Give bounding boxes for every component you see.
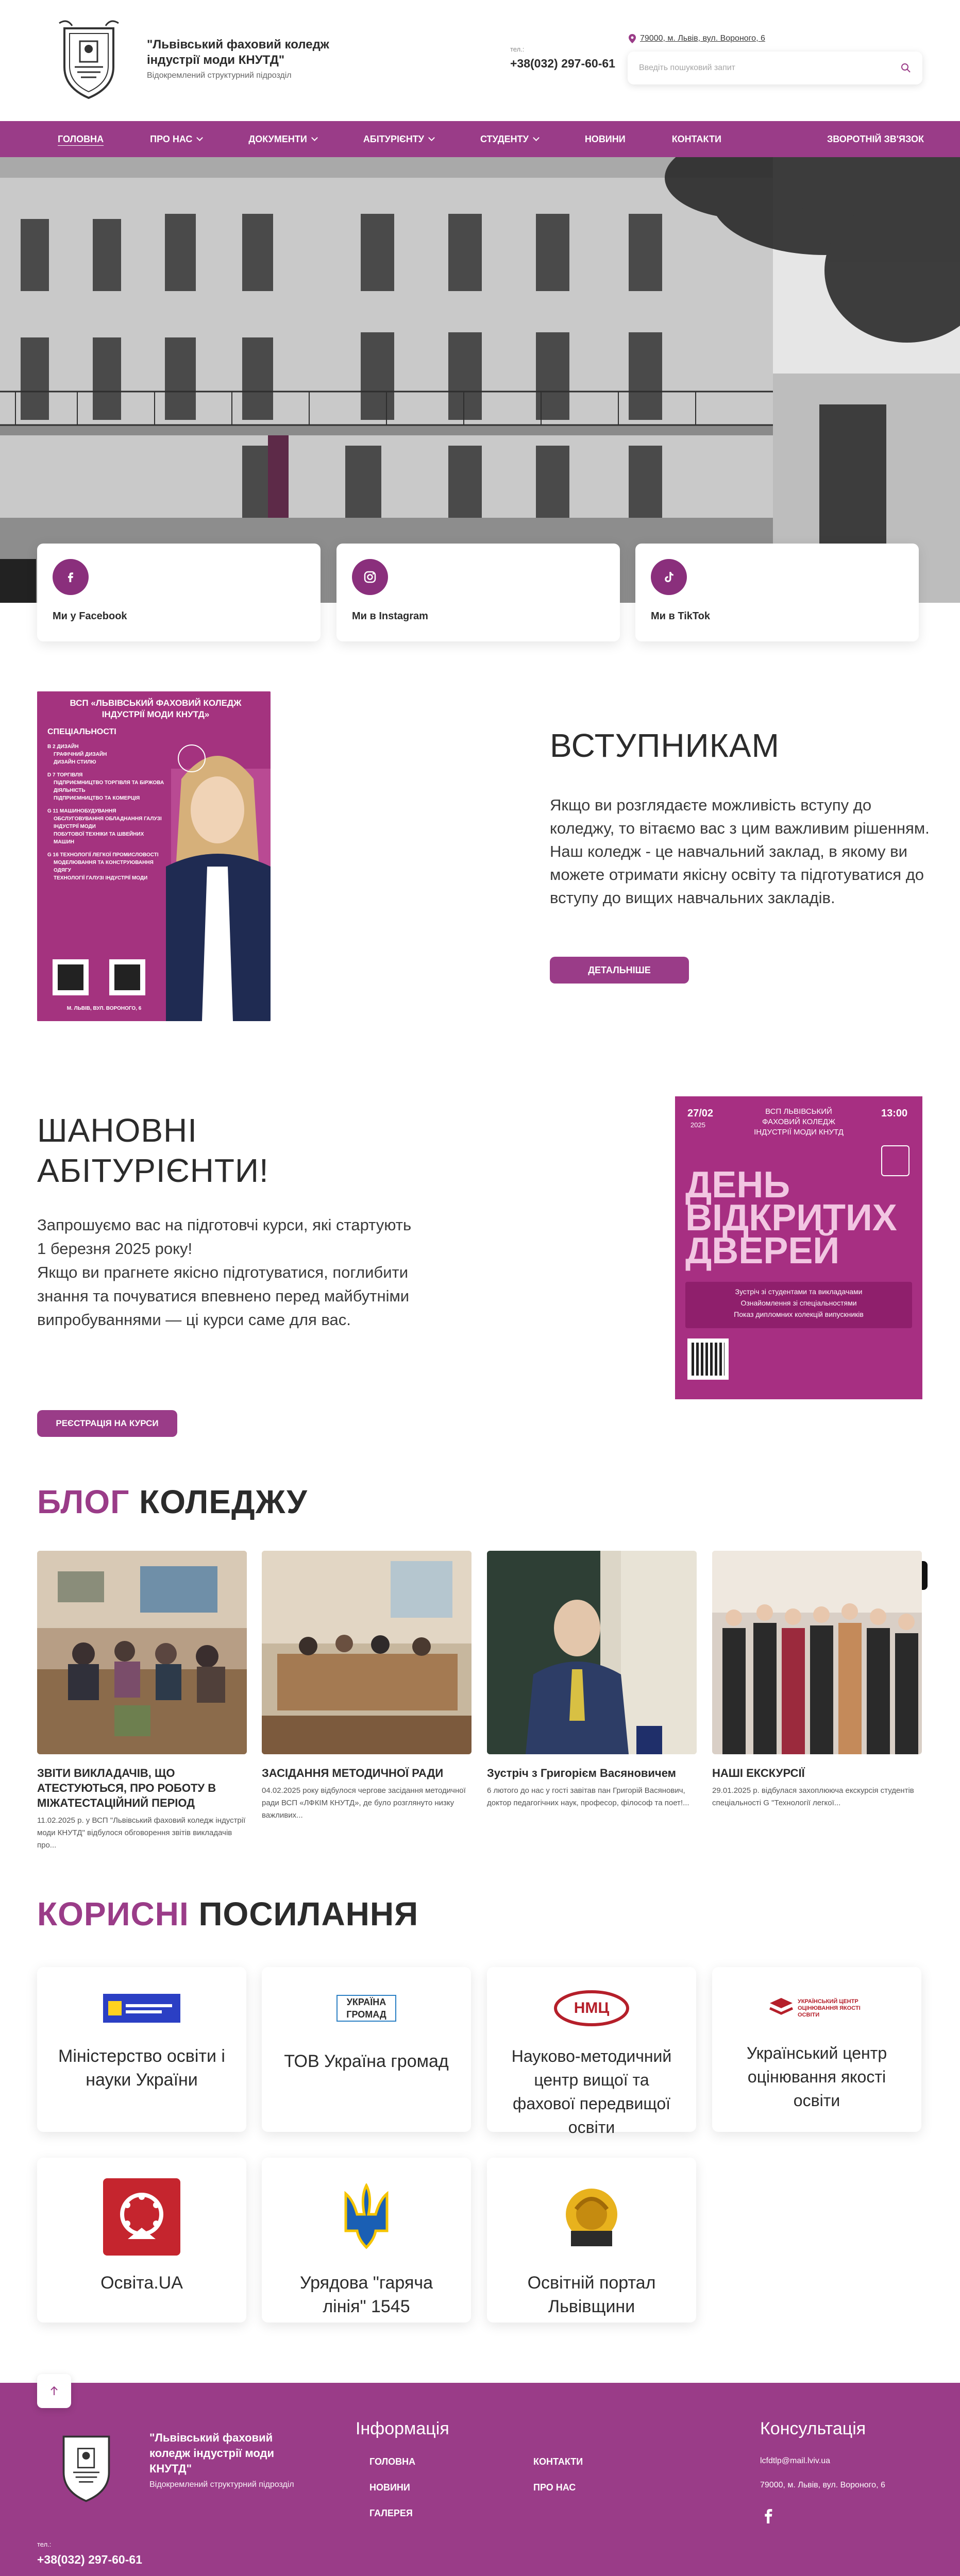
ukraine-hromad-logo-text: УКРАЇНА ГРОМАД — [336, 1995, 396, 2022]
lion-logo-icon — [558, 2178, 625, 2256]
chevron-down-icon — [533, 134, 540, 141]
search-icon[interactable] — [901, 63, 911, 73]
open-day-college: ВСП ЛЬВІВСЬКИЙ ФАХОВИЙ КОЛЕДЖ ІНДУСТРІЇ МОДИ КНУТД — [754, 1107, 844, 1137]
courses-title: ШАНОВНІ АБІТУРІЄНТИ! — [37, 1112, 269, 1189]
blog-card[interactable] — [37, 1551, 247, 1852]
link-label: Освітній портал Львівщини — [527, 2273, 656, 2316]
link-card-osvita-ua[interactable] — [37, 2158, 246, 2323]
open-day-poster[interactable] — [675, 1096, 922, 1399]
back-to-top-button[interactable] — [37, 2374, 71, 2408]
admission-poster[interactable] — [37, 691, 271, 1021]
footer-info-title: Інформація — [356, 2419, 449, 2438]
blog-post-title[interactable]: Зустріч з Григорієм Васяновичем — [487, 1767, 676, 1780]
courses-text: Запрошуємо вас на підготовчі курси, які стартують 1 березня 2025 року! Якщо ви прагнете якісно підготуватися, поглибити знання та почуватися впевнено перед майбутніми випробуваннями — ці курси саме для вас. — [37, 1216, 412, 1329]
blog-card[interactable] — [712, 1551, 922, 1809]
phone-label: тел.: — [510, 45, 525, 53]
brand-subtitle: Відокремлений структурний підрозділ — [147, 71, 292, 80]
blog-section-title: БЛОГ КОЛЕДЖУ — [37, 1483, 308, 1520]
nmc-logo — [553, 1988, 630, 2029]
footer-link-about[interactable]: ПРО НАС — [533, 2482, 576, 2493]
site-header — [0, 0, 960, 121]
open-day-date: 27/02 — [687, 1108, 714, 1119]
admission-more-button[interactable]: ДЕТАЛЬНІШЕ — [550, 957, 689, 984]
open-day-year: 2025 — [690, 1121, 705, 1129]
footer-phone-label: тел.: — [37, 2540, 52, 2548]
social-card-tiktok[interactable] — [635, 544, 919, 641]
link-label: ТОВ Україна громад — [284, 2052, 449, 2071]
nmc-logo-text: НМЦ — [574, 1999, 610, 2016]
blog-image-teachers-reports[interactable] — [37, 1551, 247, 1754]
nav-item-applicant[interactable]: АБІТУРІЄНТУ — [363, 134, 434, 145]
qr-code — [687, 1338, 729, 1380]
trident-icon — [342, 2178, 391, 2256]
blog-post-excerpt: 29.01.2025 р. відбулася захоплююча екскурсія студентів спеціальності G "Технології легкої... — [712, 1786, 914, 1807]
footer-link-home[interactable]: ГОЛОВНА — [369, 2456, 416, 2467]
link-label: Науково-методичний центр вищої та фахової передвищої освіти — [511, 2047, 672, 2137]
social-card-facebook[interactable] — [37, 544, 321, 641]
links-section-title: КОРИСНІ ПОСИЛАННЯ — [37, 1895, 419, 1933]
nav-item-student[interactable]: СТУДЕНТУ — [480, 134, 538, 145]
ucoyo-logo-text: УКРАЇНСЬКИЙ ЦЕНТР ОЦІНЮВАННЯ ЯКОСТІ ОСВІТИ — [798, 1998, 861, 2018]
footer-consult-title: Консультація — [760, 2419, 866, 2438]
open-day-time: 13:00 — [881, 1108, 908, 1119]
nav-item-about[interactable]: ПРО НАС — [150, 134, 202, 145]
ukraine-hromad-logo — [336, 1988, 396, 2029]
blog-post-excerpt: 6 лютого до нас у гості завітав пан Григорій Васянович, доктор педагогічних наук, професор, філософ та поет!... — [487, 1786, 689, 1807]
admission-title: ВСТУПНИКАМ — [550, 727, 780, 764]
feedback-link[interactable]: ЗВОРОТНІЙ ЗВ'ЯЗОК — [827, 133, 924, 144]
nav-item-home[interactable]: ГОЛОВНА — [58, 133, 104, 144]
blog-image-excursion[interactable] — [712, 1551, 922, 1754]
arrow-up-icon — [50, 2386, 58, 2396]
facebook-icon — [53, 559, 89, 595]
footer-link-news[interactable]: НОВИНИ — [369, 2482, 410, 2493]
footer-link-gallery[interactable]: ГАЛЕРЕЯ — [369, 2508, 413, 2518]
ucoyo-logo — [769, 1988, 865, 2029]
footer-brand-subtitle: Відокремлений структурний підрозділ — [149, 2480, 294, 2489]
map-pin-icon — [629, 34, 636, 43]
admission-text: Якщо ви розглядаєте можливість вступу до коледжу, то вітаємо вас з цим важливим рішенням. Наш коледж - це навчальний заклад, в якому ви можете отримати якісну освіту та підготуватися до вступу до вищих навчальних закладів. — [550, 796, 930, 907]
link-label: Освіта.UA — [100, 2273, 183, 2293]
site-footer — [0, 2383, 960, 2576]
link-card-nmc[interactable] — [487, 1967, 696, 2137]
link-card-ukraine-hromad[interactable] — [262, 1967, 471, 2132]
header-address-link[interactable] — [629, 34, 765, 43]
open-day-events: Зустріч зі студентами та викладачами Ознайомлення зі спеціальностями Показ дипломних колекцій випускників — [734, 1287, 864, 1318]
osvita-ua-logo — [103, 2178, 180, 2256]
poster-specialties-label: СПЕЦІАЛЬНОСТІ — [47, 727, 116, 736]
social-label-facebook: Ми у Facebook — [53, 611, 127, 622]
footer-email[interactable]: lcfdtlp@mail.lviv.ua — [760, 2456, 830, 2465]
ministry-logo — [103, 1988, 180, 2029]
link-label: Український центр оцінювання якості освіти — [746, 2044, 887, 2110]
brand-name[interactable]: "Львівський фаховий коледж індустрії моди КНУТД" — [147, 38, 329, 67]
footer-brand — [149, 2430, 304, 2491]
blog-post-title[interactable]: ЗВІТИ ВИКЛАДАЧІВ, ЩО АТЕСТУЮТЬСЯ, ПРО РОБОТУ В МІЖАТЕСТАЦІЙНИЙ ПЕРІОД — [37, 1767, 216, 1809]
course-registration-button[interactable]: РЕЄСТРАЦІЯ НА КУРСИ — [37, 1410, 177, 1437]
main-nav — [0, 121, 960, 157]
footer-address: 79000, м. Львів, вул. Вороного, 6 — [760, 2481, 885, 2489]
search-box — [628, 52, 922, 84]
brand-block — [147, 37, 332, 80]
social-card-instagram[interactable] — [336, 544, 620, 641]
social-label-tiktok: Ми в TikTok — [651, 611, 710, 622]
footer-brand-name[interactable]: "Львівський фаховий коледж індустрії моди КНУТД" — [149, 2431, 275, 2475]
link-card-hotline-1545[interactable] — [262, 2158, 471, 2323]
link-card-ministry[interactable] — [37, 1967, 246, 2132]
search-input[interactable] — [639, 63, 901, 73]
nav-item-documents[interactable]: ДОКУМЕНТИ — [248, 134, 316, 145]
poster-specialties-list: В 2 ДИЗАЙН ГРАФІЧНИЙ ДИЗАЙН ДИЗАЙН СТИЛЮ D 7 ТОРГІВЛЯ ПІДПРИЄМНИЦТВО ТОРГІВЛЯ ТА БІРЖОВА ДІЯЛЬНІСТЬ ПІДПРИЄМНИЦТВО ТА КОМЕРЦІЯ G 11 МАШИНОБУДУВАННЯ ОБСЛУГОВУВАННЯ ОБЛАДНАННЯ ГАЛУЗІ ІНДУСТРІЇ МОДИ ПОБУТОВОЇ ТЕХНІКИ ТА ШВЕЙНИХ МАШИН G 16 ТЕХНОЛОГІЇ ЛЕГКОЇ ПРОМИСЛОВОСТІ МОДЕЛЮВАННЯ ТА КОНСТРУЮВАННЯ ОДЯГУ ТЕХНОЛОГІЇ ГАЛУЗІ ІНДУСТРІЇ МОДИ — [47, 744, 164, 881]
nav-item-contacts[interactable]: КОНТАКТИ — [671, 133, 721, 144]
blog-card[interactable] — [262, 1551, 471, 1822]
nav-item-news[interactable]: НОВИНИ — [584, 133, 626, 144]
blog-card[interactable] — [487, 1551, 697, 1809]
blog-image-vasyanovych[interactable] — [487, 1551, 697, 1754]
chevron-down-icon — [428, 134, 435, 141]
link-card-ucoyo[interactable] — [712, 1967, 921, 2132]
footer-link-contacts[interactable]: КОНТАКТИ — [533, 2456, 583, 2467]
social-label-instagram: Ми в Instagram — [352, 611, 428, 622]
instagram-icon — [352, 559, 388, 595]
poster-header: ВСП «ЛЬВІВСЬКИЙ ФАХОВИЙ КОЛЕДЖ ІНДУСТРІЇ МОДИ КНУТД» — [70, 698, 242, 719]
footer-phone[interactable]: +38(032) 297-60-61 — [37, 2553, 142, 2566]
poster-address: М. ЛЬВІВ, ВУЛ. ВОРОНОГО, 6 — [66, 1006, 142, 1011]
header-phone[interactable]: +38(032) 297-60-61 — [510, 57, 615, 70]
open-day-title: ДЕНЬ ВІДКРИТИХ ДВЕРЕЙ — [685, 1164, 897, 1272]
blog-post-title[interactable]: НАШІ ЕКСКУРСІЇ — [712, 1767, 805, 1780]
building-illustration — [0, 157, 960, 603]
hero-building-photo — [0, 157, 960, 603]
blog-post-excerpt: 11.02.2025 р. у ВСП "Львівський фаховий коледж індустрії моди КНУТД" відбулося обговорення звітів викладачів про... — [37, 1816, 246, 1850]
facebook-icon[interactable] — [764, 2509, 773, 2523]
chevron-down-icon — [197, 134, 204, 141]
tiktok-icon — [651, 559, 687, 595]
chevron-down-icon — [311, 134, 318, 141]
link-label: Міністерство освіти і науки України — [58, 2046, 225, 2090]
emblem-icon — [881, 1145, 910, 1176]
footer-emblem-logo[interactable] — [54, 2427, 119, 2504]
blog-post-title[interactable]: ЗАСІДАННЯ МЕТОДИЧНОЇ РАДИ — [262, 1767, 444, 1780]
header-address-text: 79000, м. Львів, вул. Вороного, 6 — [640, 34, 765, 43]
blog-post-excerpt: 04.02.2025 року відбулося чергове засідання методичної ради ВСП «ЛФКІМ КНУТД», де було розглянуто низку важливих... — [262, 1786, 466, 1820]
blog-image-methodical-council[interactable] — [262, 1551, 471, 1754]
college-emblem-logo[interactable] — [54, 18, 124, 100]
link-card-lviv-portal[interactable] — [487, 2158, 696, 2323]
link-label: Урядова "гаряча лінія" 1545 — [300, 2273, 433, 2316]
